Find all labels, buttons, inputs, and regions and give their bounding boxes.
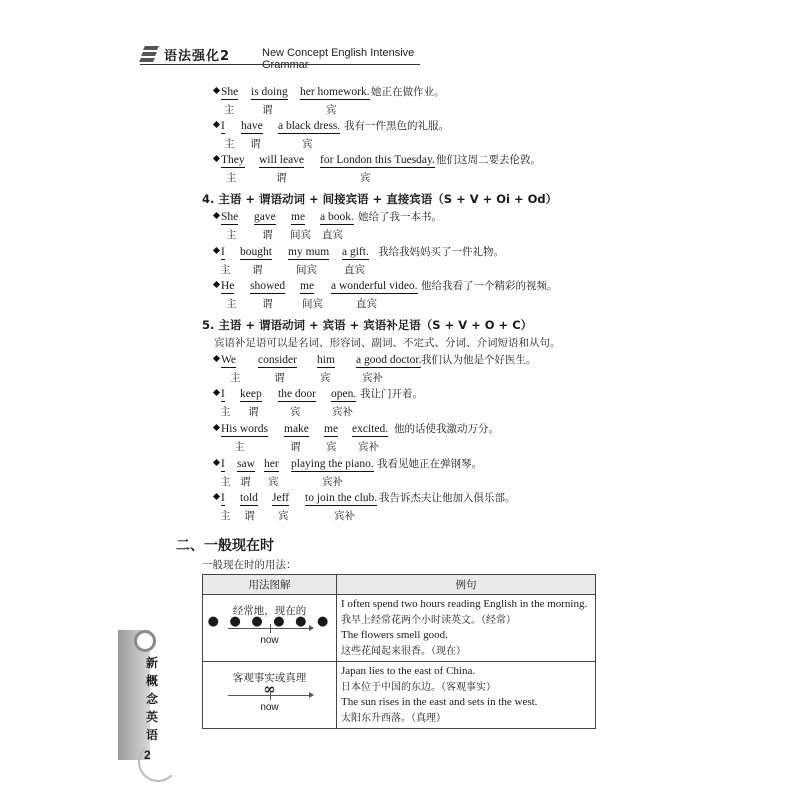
object-complement: excited. [352,423,389,435]
side-tab-char: 概 [145,674,158,688]
table-header: 例句 [337,575,596,595]
role-label: 主 [220,406,231,418]
timeline-now-tick [270,691,271,700]
translation: 他们这周二要去伦敦。 [436,154,541,166]
role-label: 直宾 [356,298,377,310]
role-label: 宾补 [322,476,343,488]
verb: is doing [251,86,288,98]
role-label: 谓 [262,104,273,116]
role-label: 宾补 [358,441,379,453]
diamond-bullet-icon [213,121,220,128]
object: the door [278,388,317,400]
role-label: 主 [220,264,231,276]
side-tab-char: 英 [145,710,158,724]
role-label: 谓 [244,510,255,522]
object: Jeff [272,492,290,504]
translation: 他的话使我激动万分。 [394,423,499,435]
object-complement: a good doctor. [356,354,422,366]
example-sentence [214,353,614,387]
page-number: 2 [144,748,151,762]
verb: told [240,492,258,504]
subject: He [221,280,235,292]
page-header [140,44,420,71]
chapter-heading: 二、一般现在时 [176,538,274,554]
role-label: 主 [220,476,231,488]
diamond-bullet-icon [213,155,220,162]
role-label: 宾 [278,510,289,522]
role-label: 谓 [250,138,261,150]
role-label: 主 [224,104,235,116]
arrow-right-icon [309,625,314,631]
role-label: 主 [234,441,245,453]
example-sentence [214,119,614,153]
role-label: 宾 [302,138,313,150]
role-label: 谓 [290,441,301,453]
object: me [324,423,339,435]
verb: keep [240,388,262,400]
table-header-row [203,575,596,595]
subject: She [221,211,239,223]
translation: 我让门开着。 [360,388,423,400]
role-label: 宾 [326,104,337,116]
verb: will leave [259,154,305,166]
verb: make [284,423,309,435]
subject: We [221,354,237,366]
role-label: 主 [226,229,237,241]
now-label: now [260,635,279,646]
role-label: 谓 [262,298,273,310]
example-sentence [214,279,614,313]
example-en: The sun rises in the east and sets in the west. [341,696,538,708]
role-label: 宾补 [362,372,383,384]
header-rule [140,64,420,65]
usage-diagram [203,595,337,662]
example-en: The flowers smell good. [341,629,448,641]
translation: 她给了我一本书。 [358,211,442,223]
role-label: 宾 [290,406,301,418]
diamond-bullet-icon [213,247,220,254]
role-label: 谓 [248,406,259,418]
role-label: 谓 [274,372,285,384]
book-logo-icon [140,46,160,62]
translation: 我告诉杰夫让他加入俱乐部。 [379,492,516,504]
diamond-bullet-icon [213,493,220,500]
role-label: 间宾 [296,264,317,276]
table-header: 用法图解 [203,575,337,595]
role-label: 主 [220,510,231,522]
role-label: 谓 [240,476,251,488]
example-sentence [214,387,614,421]
subject: I [221,388,225,400]
role-label: 宾 [320,372,331,384]
usage-label: 经常地，现在的 [232,605,307,617]
role-label: 间宾 [290,229,311,241]
translation: 我们认为他是个好医生。 [421,354,537,366]
subject: They [221,154,245,166]
subject: I [221,246,225,258]
object: her [264,458,279,470]
direct-object: a wonderful video. [331,280,418,292]
role-label: 间宾 [302,298,323,310]
role-label: 宾补 [334,510,355,522]
role-label: 谓 [252,264,263,276]
usage-diagram [203,662,337,729]
example-en: Japan lies to the east of China. [341,665,476,677]
indirect-object: me [300,280,315,292]
diamond-bullet-icon [213,424,220,431]
table-row [203,595,596,662]
diamond-bullet-icon [213,212,220,219]
indirect-object: me [291,211,306,223]
usage-table [202,574,596,729]
role-label: 宾 [326,441,337,453]
example-en: I often spend two hours reading English in the morning. [341,598,588,610]
role-label: 谓 [262,229,273,241]
verb: showed [250,280,286,292]
side-tab [118,630,178,760]
subject: His words [221,423,268,435]
subject: I [221,120,225,132]
role-label: 主 [224,138,235,150]
example-cell [337,662,596,729]
example-sentence [214,422,614,456]
diamond-bullet-icon [213,355,220,362]
translation: 我给我妈妈买了一件礼物。 [378,246,504,258]
translation: 我有一件黑色的礼服。 [344,120,449,132]
role-label: 宾补 [332,406,353,418]
example-sentence [214,245,614,279]
arrow-right-icon [309,692,314,698]
example-zh: 太阳东升西落。（真理） [341,712,446,724]
header-title: 语法强化2 [164,49,231,64]
diamond-bullet-icon [213,87,220,94]
intro-text: 一般现在时的用法： [202,559,297,571]
example-sentence [214,491,614,525]
object: her homework. [300,86,370,98]
indirect-object: my mum [288,246,330,258]
example-zh: 日本位于中国的东边。（客观事实） [341,681,496,693]
verb: have [241,120,263,132]
example-sentence [214,153,614,187]
role-label: 谓 [276,172,287,184]
role-label: 直宾 [322,229,343,241]
side-tab-char: 念 [145,692,158,706]
example-sentence [214,457,614,491]
object: a black dress. [278,120,341,132]
subject: She [221,86,239,98]
role-label: 主 [226,172,237,184]
table-row [203,662,596,729]
object-complement: open. [331,388,357,400]
now-label: now [260,702,279,713]
section-note: 宾语补足语可以是名词、形容词、副词、不定式、分词、介词短语和从句。 [214,337,561,349]
translation: 她正在做作业。 [371,86,445,98]
example-cell [337,595,596,662]
role-label: 宾 [360,172,371,184]
example-sentence [214,210,614,244]
verb: consider [258,354,297,366]
side-tab-char: 语 [145,728,158,742]
object-complement: to join the club. [305,492,378,504]
side-tab-label [144,654,160,744]
circle-icon [134,630,156,652]
direct-object: a gift. [342,246,369,258]
verb: gave [254,211,276,223]
role-label: 主 [230,372,241,384]
role-label: 宾 [268,476,279,488]
diamond-bullet-icon [213,459,220,466]
infinity-icon: ∞ [263,680,276,698]
object: for London this Tuesday. [320,154,435,166]
role-label: 主 [226,298,237,310]
example-sentence [214,85,614,119]
side-tab-char: 新 [145,656,158,670]
diamond-bullet-icon [213,389,220,396]
repeated-dots-icon: ● ● ● ● ● ● [207,614,332,629]
subject: I [221,492,225,504]
section-heading: 5. 主语 + 谓语动词 + 宾语 + 宾语补足语（S + V + O + C） [202,318,533,332]
subject: I [221,458,225,470]
header-subtitle: New Concept English Intensive Grammar [262,47,415,71]
role-label: 直宾 [344,264,365,276]
usage-label: 客观事实或真理 [232,672,307,684]
example-zh: 这些花闻起来很香。（现在） [341,645,466,657]
diamond-bullet-icon [213,281,220,288]
object-complement: playing the piano. [291,458,374,470]
verb: bought [240,246,272,258]
translation: 我看见她正在弹钢琴。 [377,458,482,470]
example-zh: 我早上经常花两个小时读英文。（经常） [341,614,516,626]
verb: saw [237,458,255,470]
direct-object: a book. [320,211,354,223]
object: him [317,354,335,366]
timeline-now-tick [270,624,271,633]
section-heading: 4. 主语 + 谓语动词 + 间接宾语 + 直接宾语（S + V + Oi + Od） [202,192,558,206]
translation: 他给我看了一个精彩的视频。 [421,280,558,292]
